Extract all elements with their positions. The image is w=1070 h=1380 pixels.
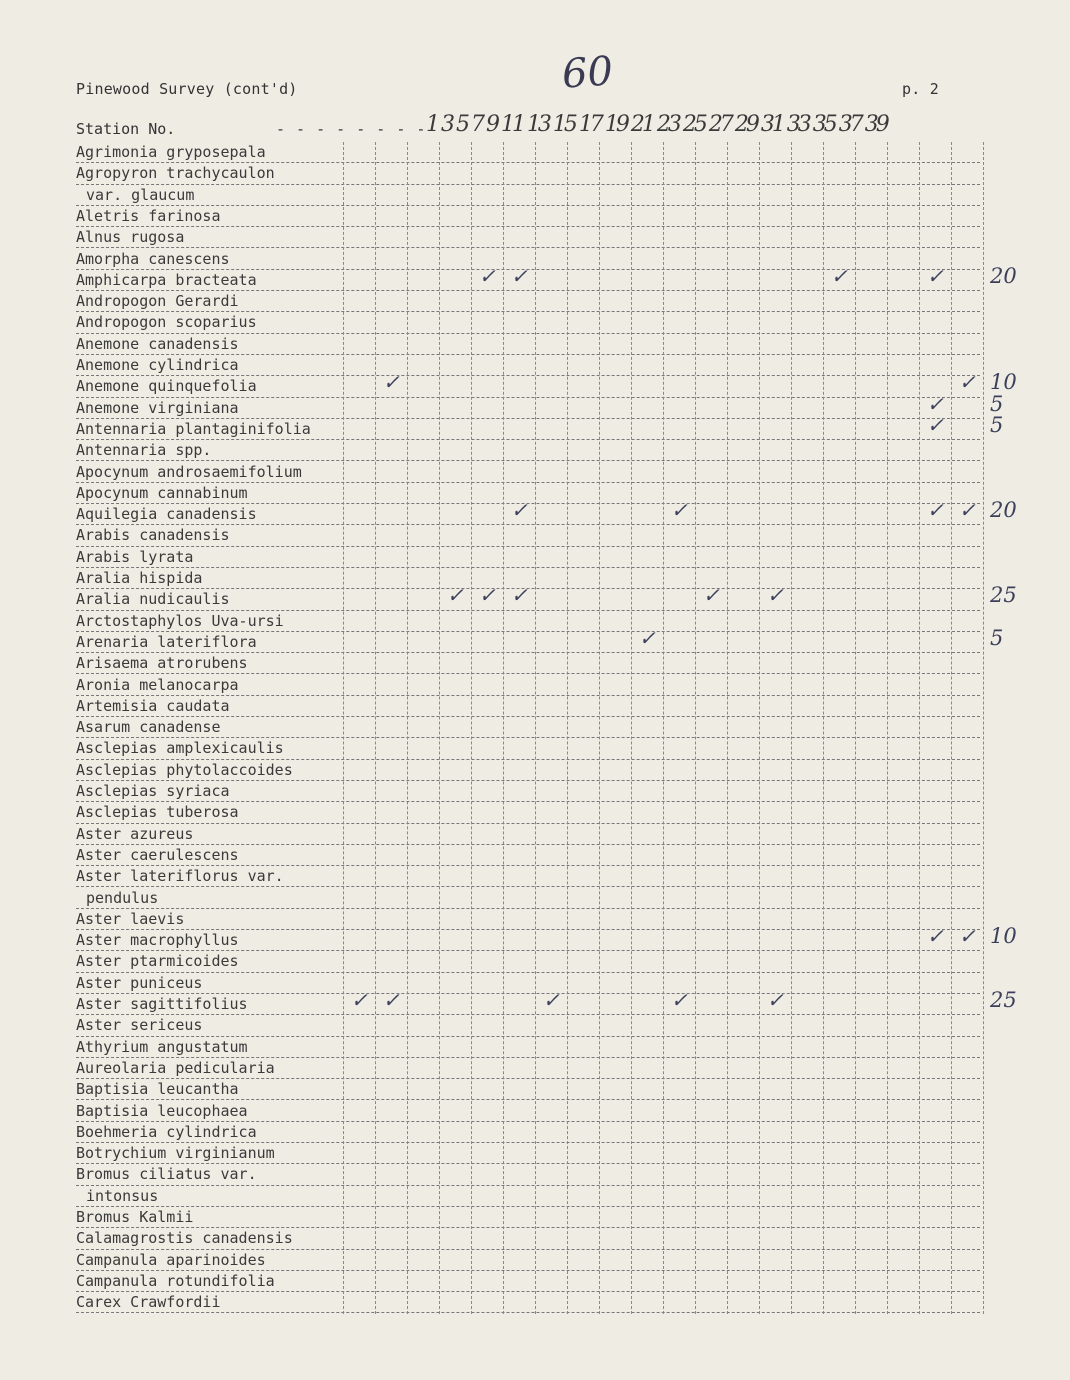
species-name: Bromus Kalmii bbox=[76, 1208, 194, 1226]
table-row bbox=[76, 675, 980, 696]
table-row bbox=[76, 632, 980, 653]
table-row bbox=[76, 951, 980, 972]
table-row bbox=[76, 845, 980, 866]
species-name: Carex Crawfordii bbox=[76, 1293, 221, 1312]
check-mark: ✓ bbox=[927, 263, 944, 288]
check-mark: ✓ bbox=[383, 370, 400, 395]
table-row bbox=[76, 355, 980, 376]
table-row bbox=[76, 589, 980, 610]
table-row bbox=[76, 312, 980, 333]
table-row bbox=[76, 1079, 980, 1100]
check-mark: ✓ bbox=[511, 263, 528, 288]
species-name: Amphicarpa bracteata bbox=[76, 270, 257, 289]
table-row bbox=[76, 376, 980, 397]
species-name: Aster laevis bbox=[76, 909, 185, 928]
check-mark: ✓ bbox=[927, 412, 944, 437]
species-name: Aster azureus bbox=[76, 824, 194, 843]
abundance-count: 20 bbox=[990, 263, 1017, 288]
table-row bbox=[76, 1101, 980, 1122]
species-name: Calamagrostis canadensis bbox=[76, 1229, 293, 1248]
species-name: Agrimonia gryposepala bbox=[76, 143, 266, 161]
table-row bbox=[76, 1250, 980, 1271]
station-column-line bbox=[983, 142, 984, 1314]
species-name: Campanula rotundifolia bbox=[76, 1271, 275, 1290]
table-row bbox=[76, 717, 980, 738]
table-row bbox=[76, 1122, 980, 1143]
survey-title: Pinewood Survey (cont'd) bbox=[76, 80, 298, 98]
table-row bbox=[76, 760, 980, 781]
species-name: Aureolaria pedicularia bbox=[76, 1058, 275, 1077]
check-mark: ✓ bbox=[959, 924, 976, 949]
table-row bbox=[76, 398, 980, 419]
station-dashes: - - - - - - - - bbox=[276, 120, 427, 138]
species-name: Asclepias tuberosa bbox=[76, 803, 239, 822]
check-mark: ✓ bbox=[671, 498, 688, 523]
species-name: Arisaema atrorubens bbox=[76, 654, 248, 673]
table-row bbox=[76, 568, 980, 589]
species-name: Antennaria plantaginifolia bbox=[76, 419, 311, 438]
table-row bbox=[76, 930, 980, 951]
species-name: Aster sagittifolius bbox=[76, 995, 248, 1013]
abundance-count: 5 bbox=[990, 625, 1004, 650]
species-name: Arabis canadensis bbox=[76, 526, 230, 545]
check-mark: ✓ bbox=[927, 924, 944, 949]
abundance-count: 10 bbox=[990, 370, 1017, 395]
check-mark: ✓ bbox=[383, 988, 400, 1012]
species-name: Asclepias syriaca bbox=[76, 782, 230, 800]
table-row bbox=[76, 824, 980, 845]
species-name: Aralia nudicaulis bbox=[76, 590, 230, 609]
check-mark: ✓ bbox=[767, 988, 784, 1012]
table-row bbox=[76, 1207, 980, 1228]
species-name: Arabis lyrata bbox=[76, 547, 194, 566]
table-row bbox=[76, 802, 980, 823]
table-row bbox=[76, 185, 980, 206]
table-row bbox=[76, 611, 980, 632]
station-label: Station No. bbox=[76, 120, 176, 138]
species-name: Boehmeria cylindrica bbox=[76, 1122, 257, 1141]
species-name: Apocynum androsaemifolium bbox=[76, 462, 302, 481]
species-name: Aster sericeus bbox=[76, 1016, 203, 1035]
species-name: Bromus ciliatus var. bbox=[76, 1165, 257, 1184]
table-row bbox=[76, 909, 980, 930]
species-name: Asarum canadense bbox=[76, 718, 221, 737]
species-name: Anemone cylindrica bbox=[76, 356, 239, 374]
species-name: var. glaucum bbox=[86, 185, 195, 204]
species-name: pendulus bbox=[86, 888, 159, 907]
species-name: Aralia hispida bbox=[76, 569, 203, 587]
table-row bbox=[76, 483, 980, 504]
species-name: Alnus rugosa bbox=[76, 228, 185, 247]
check-mark: ✓ bbox=[671, 988, 688, 1012]
table-row bbox=[76, 1228, 980, 1249]
table-row bbox=[76, 1164, 980, 1185]
table-row bbox=[76, 1143, 980, 1164]
table-row bbox=[76, 419, 980, 440]
species-name: Athyrium angustatum bbox=[76, 1037, 248, 1056]
species-name: Campanula aparinoides bbox=[76, 1250, 266, 1269]
table-row bbox=[76, 547, 980, 568]
table-row bbox=[76, 1037, 980, 1058]
species-name: Andropogon Gerardi bbox=[76, 292, 239, 311]
check-mark: ✓ bbox=[511, 583, 528, 608]
species-name: Aster lateriflorus var. bbox=[76, 867, 284, 886]
station-header-row bbox=[76, 112, 976, 142]
table-row bbox=[76, 994, 980, 1015]
check-mark: ✓ bbox=[639, 625, 656, 650]
species-name: Aletris farinosa bbox=[76, 206, 221, 225]
table-row bbox=[76, 504, 980, 525]
table-row bbox=[76, 738, 980, 759]
check-mark: ✓ bbox=[831, 263, 848, 288]
check-mark: ✓ bbox=[959, 498, 976, 523]
table-row bbox=[76, 163, 980, 184]
table-row bbox=[76, 653, 980, 674]
check-mark: ✓ bbox=[479, 263, 496, 288]
species-name: Aster macrophyllus bbox=[76, 931, 239, 950]
table-row bbox=[76, 206, 980, 227]
species-name: Aster caerulescens bbox=[76, 845, 239, 864]
species-name: Antennaria spp. bbox=[76, 441, 212, 460]
table-row bbox=[76, 142, 980, 163]
table-row bbox=[76, 334, 980, 355]
handwritten-page-number: 60 bbox=[560, 48, 615, 98]
species-name: Anemone virginiana bbox=[76, 398, 239, 417]
species-name: Aster ptarmicoides bbox=[76, 952, 239, 971]
page-label: p. 2 bbox=[902, 80, 939, 98]
abundance-count: 25 bbox=[990, 583, 1017, 608]
species-name: Artemisia caudata bbox=[76, 696, 230, 715]
species-name: Andropogon scoparius bbox=[76, 313, 257, 332]
species-name: Baptisia leucophaea bbox=[76, 1101, 248, 1120]
table-row bbox=[76, 781, 980, 802]
check-mark: ✓ bbox=[927, 498, 944, 523]
species-name: Arctostaphylos Uva-ursi bbox=[76, 611, 284, 630]
table-row bbox=[76, 440, 980, 461]
abundance-count: 5 bbox=[990, 412, 1004, 437]
table-row bbox=[76, 525, 980, 546]
abundance-count: 10 bbox=[990, 924, 1017, 949]
check-mark: ✓ bbox=[703, 583, 720, 608]
table-row bbox=[76, 973, 980, 994]
check-mark: ✓ bbox=[767, 583, 784, 608]
species-name: Amorpha canescens bbox=[76, 249, 230, 268]
table-row bbox=[76, 1271, 980, 1292]
check-mark: ✓ bbox=[543, 988, 560, 1012]
species-name: Aquilegia canadensis bbox=[76, 505, 257, 524]
species-name: Aronia melanocarpa bbox=[76, 675, 239, 694]
table-row bbox=[76, 1292, 980, 1313]
species-name: Apocynum cannabinum bbox=[76, 483, 248, 502]
check-mark: ✓ bbox=[959, 370, 976, 395]
station-numbers: 1 3 5 7 9 11 13 15 17 19 21 23 25 27 29 31 33 35 37 39 bbox=[426, 112, 887, 137]
check-mark: ✓ bbox=[447, 583, 464, 608]
abundance-count: 5 bbox=[990, 391, 1004, 416]
table-row bbox=[76, 888, 980, 909]
species-name: Botrychium virginianum bbox=[76, 1144, 275, 1163]
table-row bbox=[76, 866, 980, 887]
check-mark: ✓ bbox=[479, 583, 496, 608]
species-name: Arenaria lateriflora bbox=[76, 632, 257, 651]
table-row bbox=[76, 1058, 980, 1079]
table-row bbox=[76, 696, 980, 717]
species-name: intonsus bbox=[86, 1186, 159, 1205]
abundance-count: 25 bbox=[990, 988, 1017, 1012]
abundance-count: 20 bbox=[990, 498, 1017, 523]
check-mark: ✓ bbox=[927, 391, 944, 416]
table-row bbox=[76, 462, 980, 483]
species-name: Aster puniceus bbox=[76, 973, 203, 992]
check-mark: ✓ bbox=[351, 988, 368, 1012]
species-name: Asclepias phytolaccoides bbox=[76, 760, 293, 779]
table-row bbox=[76, 291, 980, 312]
table-row bbox=[76, 227, 980, 248]
species-name: Anemone quinquefolia bbox=[76, 377, 257, 396]
table-row bbox=[76, 1186, 980, 1207]
check-mark: ✓ bbox=[511, 498, 528, 523]
table-row bbox=[76, 1015, 980, 1036]
species-name: Agropyron trachycaulon bbox=[76, 164, 275, 183]
species-name: Asclepias amplexicaulis bbox=[76, 739, 284, 758]
species-name: Baptisia leucantha bbox=[76, 1080, 239, 1099]
species-name: Anemone canadensis bbox=[76, 334, 239, 353]
